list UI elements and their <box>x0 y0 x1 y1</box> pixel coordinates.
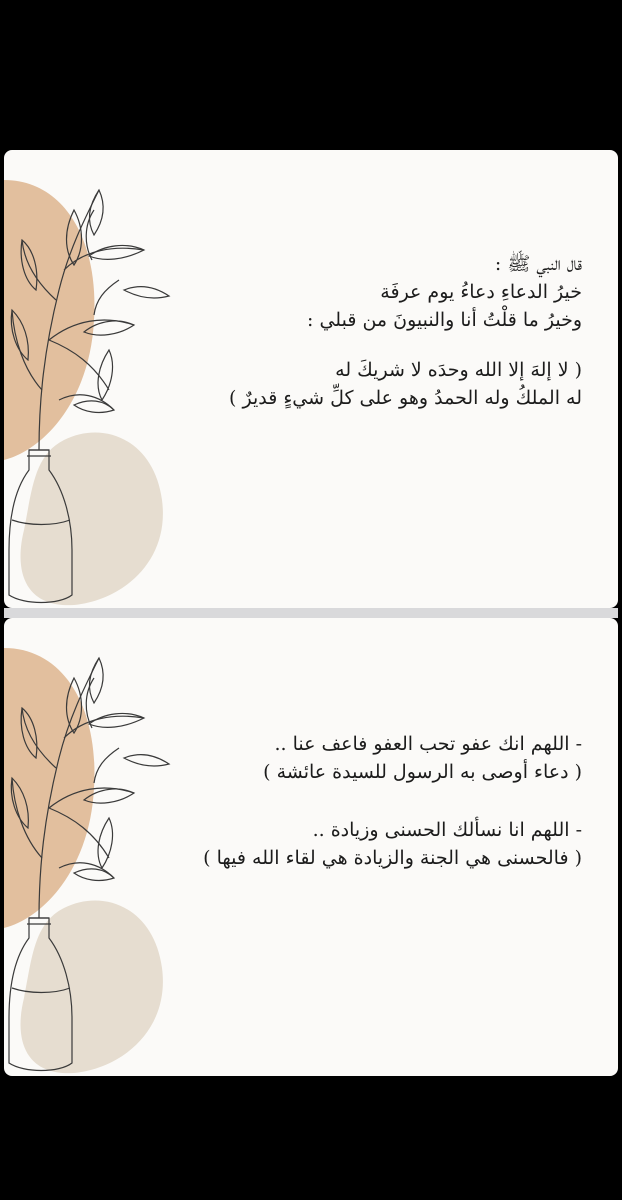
tahleel-line-2: له الملكُ وله الحمدُ وهو على كلِّ شيءٍ قديرٌ ) <box>229 387 582 409</box>
dua-afw-line: - اللهم انك عفو تحب العفو فاعف عنا .. <box>274 733 582 755</box>
hadith-text <box>229 250 582 412</box>
tahleel-line-1: ( لا إلهَ إلا الله وحدَه لا شريكَ له <box>335 359 582 381</box>
dua-afw-note: ( دعاء أوصى به الرسول للسيدة عائشة ) <box>263 761 582 783</box>
hadith-line-3: وخيرُ ما قلْتُ أنا والنبيونَ من قبلي : <box>307 309 582 331</box>
plant-in-vase-illustration-icon <box>4 150 194 608</box>
dua-card-top <box>4 150 618 608</box>
spacer <box>203 786 582 816</box>
dua-husna-note: ( فالحسنى هي الجنة والزيادة هي لقاء الله فيها ) <box>203 847 582 869</box>
dua-husna-line: - اللهم انا نسألك الحسنى وزيادة .. <box>312 819 582 841</box>
dua-text <box>203 730 582 872</box>
hadith-line-2: خيرُ الدعاءِ دعاءُ يوم عرفَة <box>380 281 582 303</box>
plant-in-vase-illustration-icon <box>4 618 194 1076</box>
spacer <box>229 334 582 356</box>
dua-card-bottom <box>4 618 618 1076</box>
hadith-line-1: قال النبي ﷺ : <box>494 253 582 275</box>
card-divider <box>4 608 618 618</box>
